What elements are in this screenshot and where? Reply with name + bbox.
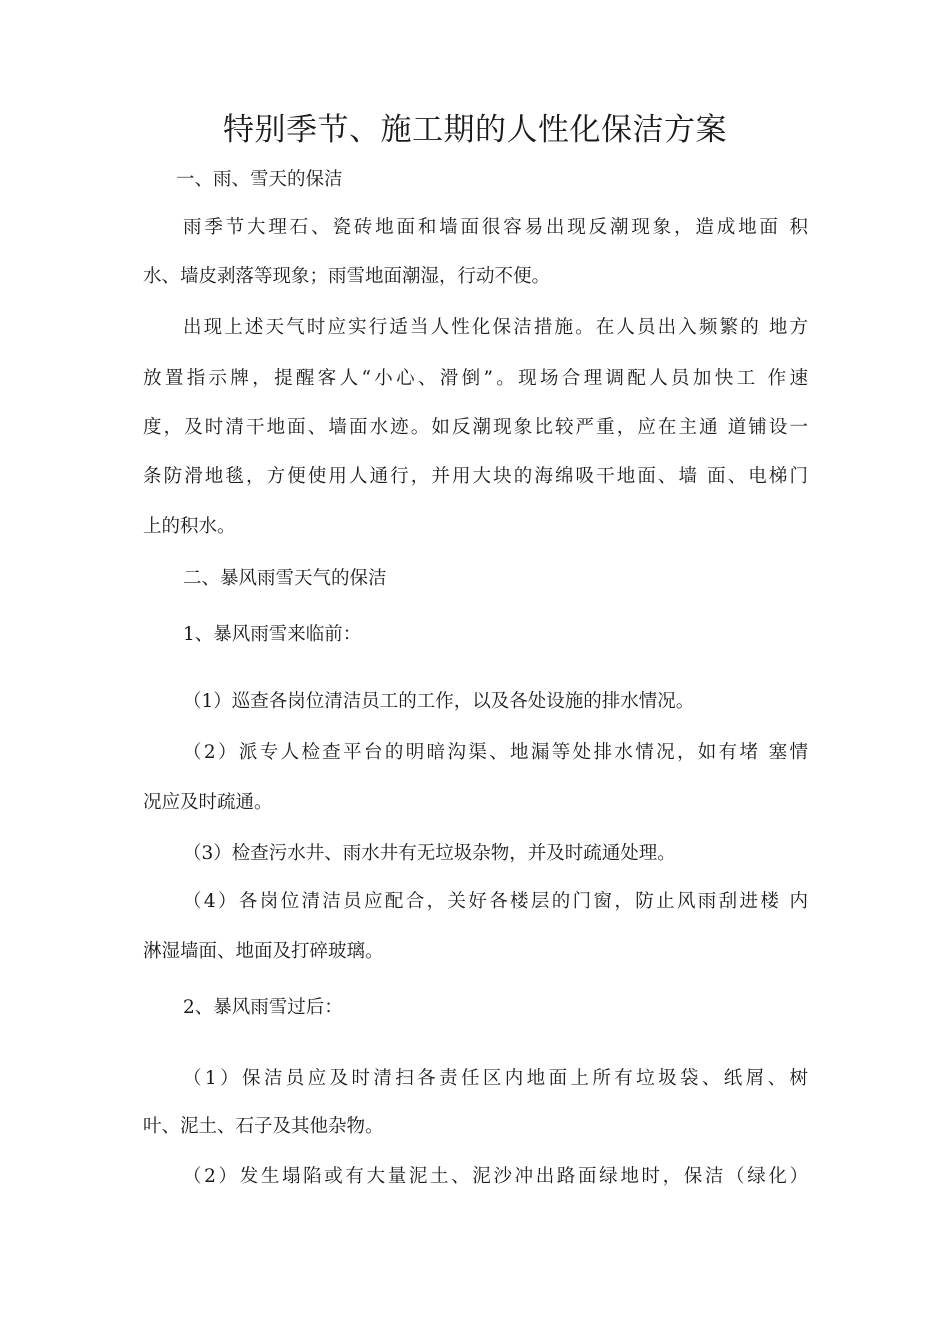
list-item: （1）巡查各岗位清洁员工的工作，以及各处设施的排水情况。: [183, 691, 695, 712]
section-heading-rain-snow: 一、雨、雪天的保洁: [176, 169, 343, 190]
subsection-heading-after: 2、暴风雨雪过后：: [183, 997, 343, 1018]
paragraph-line: 水、墙皮剥落等现象；雨雪地面潮湿，行动不便。: [143, 266, 551, 287]
subsection-heading-before: 1、暴风雨雪来临前：: [183, 624, 362, 645]
list-item-continuation: 况应及时疏通。: [143, 792, 273, 813]
section-heading-storm: 二、暴风雨雪天气的保洁: [183, 568, 387, 589]
list-item: （2）发生塌陷或有大量泥土、泥沙冲出路面绿地时，保洁（绿化）: [183, 1166, 808, 1187]
list-item-continuation: 淋湿墙面、地面及打碎玻璃。: [143, 941, 384, 962]
paragraph-line: 条防滑地毯，方便使用人通行，并用大块的海绵吸干地面、墙 面、电梯门: [143, 466, 808, 487]
paragraph-line: 出现上述天气时应实行适当人性化保洁措施。在人员出入频繁的 地方: [183, 317, 808, 338]
paragraph-line: 雨季节大理石、瓷砖地面和墙面很容易出现反潮现象，造成地面 积: [183, 217, 808, 238]
list-item: （1）保洁员应及时清扫各责任区内地面上所有垃圾袋、纸屑、树: [183, 1068, 808, 1089]
list-item-continuation: 叶、泥土、石子及其他杂物。: [143, 1116, 384, 1137]
paragraph-line: 放置指示牌，提醒客人“小心、滑倒”。现场合理调配人员加快工 作速: [143, 368, 808, 389]
paragraph-line: 上的积水。: [143, 516, 236, 537]
paragraph-line: 度，及时清干地面、墙面水迹。如反潮现象比较严重，应在主通 道铺设一: [143, 417, 808, 438]
list-item: （2）派专人检查平台的明暗沟渠、地漏等处排水情况，如有堵 塞情: [183, 742, 808, 763]
document-title: 特别季节、施工期的人性化保洁方案: [223, 112, 727, 148]
list-item: （3）检查污水井、雨水井有无垃圾杂物，并及时疏通处理。: [183, 843, 676, 864]
list-item: （4）各岗位清洁员应配合，关好各楼层的门窗，防止风雨刮进楼 内: [183, 891, 808, 912]
